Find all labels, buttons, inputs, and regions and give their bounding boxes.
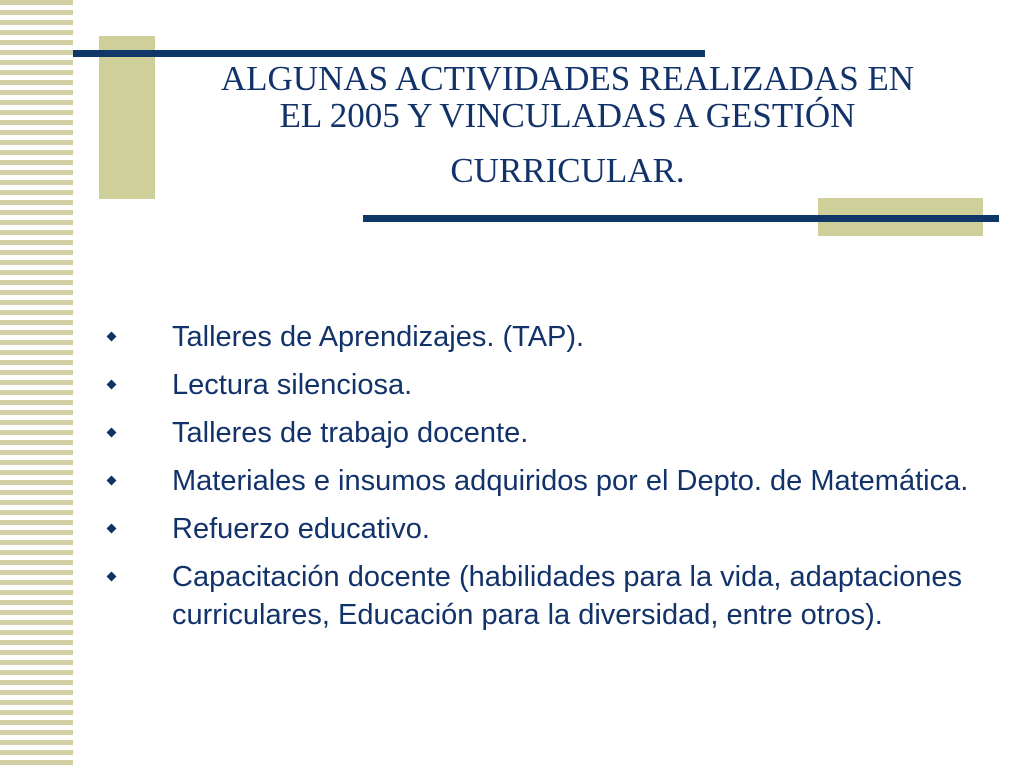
title-line-1: ALGUNAS ACTIVIDADES REALIZADAS EN — [220, 59, 915, 98]
title-rule-top — [73, 50, 705, 57]
accent-block-left — [99, 36, 155, 199]
list-item — [100, 318, 980, 356]
list-item-text: Materiales e insumos adquiridos por el Depto. de Matemática. — [172, 465, 969, 497]
list-item — [100, 414, 980, 452]
diamond-bullet-icon — [107, 476, 117, 486]
title-line-2: EL 2005 Y VINCULADAS A GESTIÓN — [279, 96, 856, 135]
activity-list — [100, 318, 980, 644]
diamond-bullet-icon — [107, 332, 117, 342]
list-item-text: Capacitación docente (habilidades para la vida, adaptaciones curriculares, Educación para la diversidad, entre otros). — [172, 561, 962, 631]
list-item — [100, 558, 980, 634]
list-item — [100, 510, 980, 548]
title-line-3: CURRICULAR. — [450, 151, 685, 190]
diamond-bullet-icon — [107, 572, 117, 582]
diamond-bullet-icon — [107, 524, 117, 534]
list-item-text: Refuerzo educativo. — [172, 513, 430, 545]
left-stripe-decoration — [0, 0, 73, 768]
list-item — [100, 462, 980, 500]
diamond-bullet-icon — [107, 380, 117, 390]
title-rule-bottom — [363, 215, 999, 222]
list-item-text: Talleres de trabajo docente. — [172, 417, 529, 449]
list-item — [100, 366, 980, 404]
diamond-bullet-icon — [107, 428, 117, 438]
list-item-text: Lectura silenciosa. — [172, 369, 413, 401]
slide-title — [160, 60, 975, 189]
list-item-text: Talleres de Aprendizajes. (TAP). — [172, 321, 585, 353]
